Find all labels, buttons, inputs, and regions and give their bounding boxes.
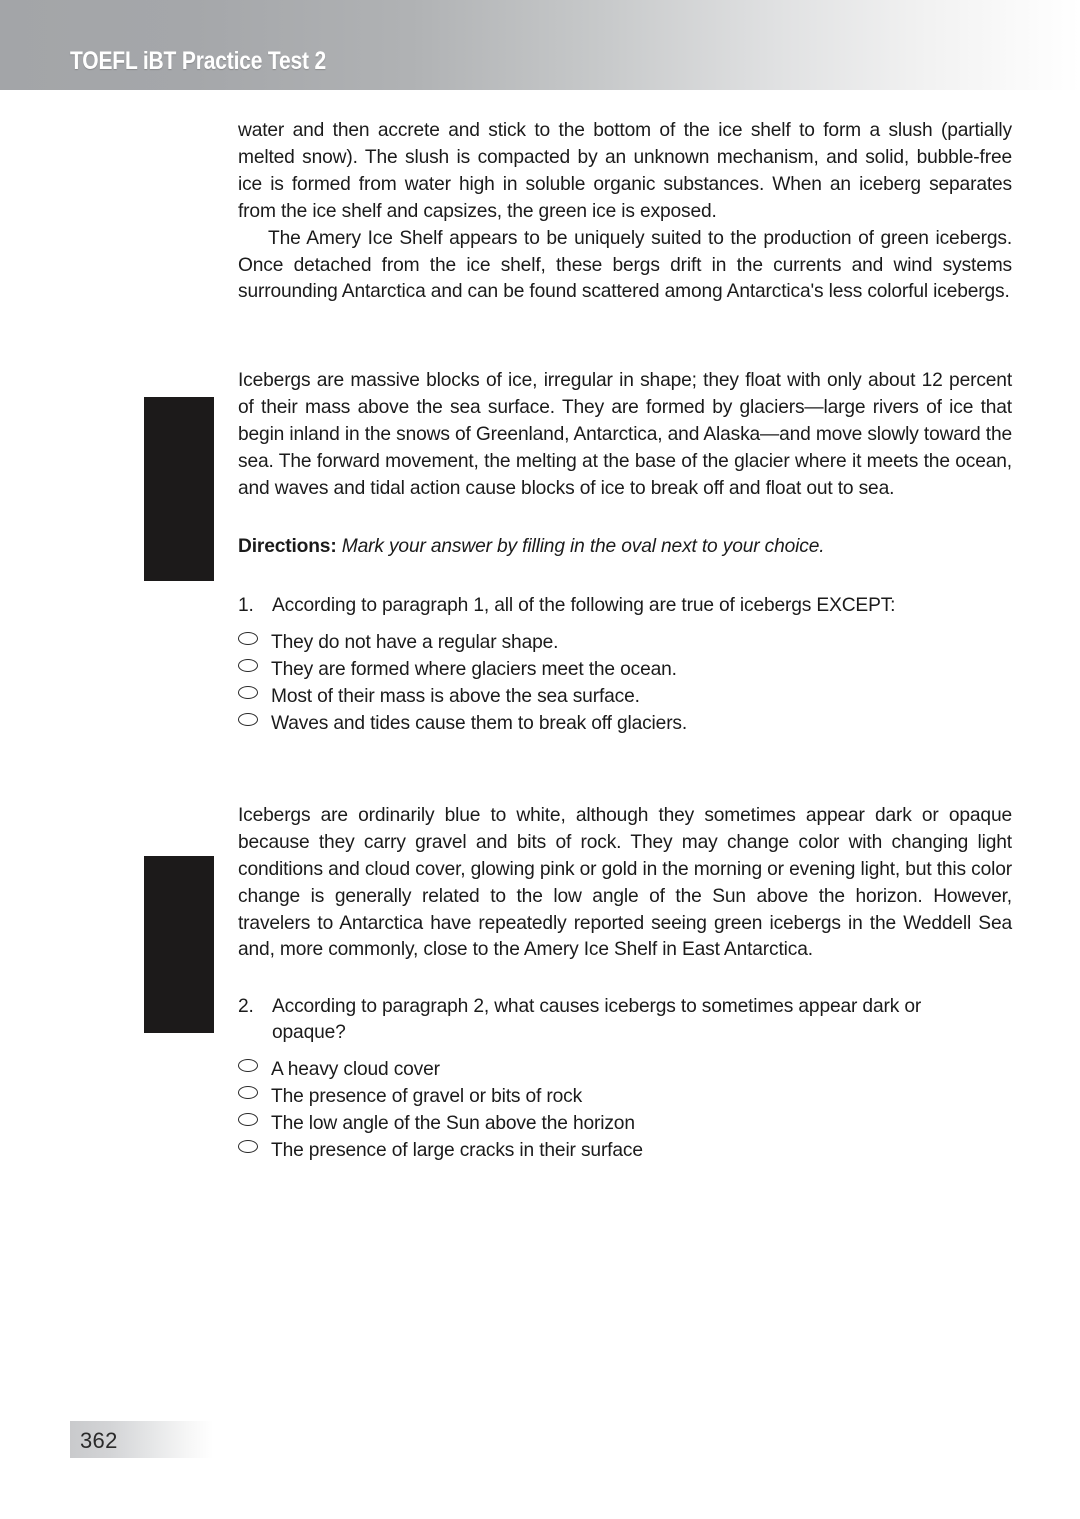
oval-icon[interactable] bbox=[238, 1113, 258, 1126]
passage-paragraph-continued: water and then accrete and stick to the bottom of the ice shelf to form a slush (partially melted snow). The slush is compacted by an unknown mechanism, and solid, bubble-free ice is formed from water high in soluble organic substances. When an iceberg separates from the ice shelf and capsizes, the green ice is exposed. bbox=[238, 120, 1012, 222]
paragraph-marker-block-2 bbox=[144, 856, 214, 1033]
section-spacer bbox=[238, 306, 1012, 368]
question-2 bbox=[238, 994, 1012, 1046]
choice-label: Most of their mass is above the sea surface. bbox=[271, 685, 640, 707]
page-header bbox=[0, 0, 1080, 90]
question-2-choices bbox=[238, 1056, 1012, 1164]
choice-option[interactable] bbox=[238, 629, 1012, 656]
question-1 bbox=[238, 593, 1012, 619]
choice-option[interactable] bbox=[238, 1110, 1012, 1137]
oval-icon[interactable] bbox=[238, 1086, 258, 1099]
choice-option[interactable] bbox=[238, 656, 1012, 683]
oval-icon[interactable] bbox=[238, 1140, 258, 1153]
choice-option[interactable] bbox=[238, 1056, 1012, 1083]
directions bbox=[238, 533, 1012, 560]
directions-instruction: Mark your answer by filling in the oval next to your choice. bbox=[341, 535, 825, 557]
paragraph-marker-block-1 bbox=[144, 397, 214, 581]
choice-option[interactable] bbox=[238, 710, 1012, 737]
oval-icon[interactable] bbox=[238, 686, 258, 699]
choice-option[interactable] bbox=[238, 1137, 1012, 1164]
choice-label: They do not have a regular shape. bbox=[271, 631, 559, 653]
passage-paragraph-1: Icebergs are massive blocks of ice, irregular in shape; they float with only about 12 percent of their mass above the sea surface. They are formed by glaciers—large rivers of ice that begin inland in the snows of Greenland, Antarctica, and Alaska—and move slowly toward the sea. The forward movement, the melting at the base of the glacier where it meets the ocean, and waves and tidal action cause blocks of ice to break off and float out to sea. bbox=[238, 370, 1012, 499]
choice-label: They are formed where glaciers meet the ocean. bbox=[271, 658, 677, 680]
passage-paragraph-2: Icebergs are ordinarily blue to white, although they sometimes appear dark or opaque because they carry gravel and bits of rock. They may change color with changing light conditions and cloud cover, glowing pink or gold in the morning or evening light, but this color change is generally related to the low angle of the Sun above the horizon. However, travelers to Antarctica have repeatedly reported seeing green icebergs in the Weddell Sea and, more commonly, close to the Amery Ice Shelf in East Antarctica. bbox=[238, 804, 1012, 961]
oval-icon[interactable] bbox=[238, 632, 258, 645]
question-1-stem: According to paragraph 1, all of the following are true of icebergs EXCEPT: bbox=[272, 594, 896, 616]
directions-label: Directions: bbox=[238, 535, 337, 557]
choice-option[interactable] bbox=[238, 1083, 1012, 1110]
question-2-stem: According to paragraph 2, what causes icebergs to sometimes appear dark or opaque? bbox=[272, 996, 922, 1044]
oval-icon[interactable] bbox=[238, 659, 258, 672]
reading-passage-column bbox=[238, 118, 1012, 1164]
choice-label: Waves and tides cause them to break off glaciers. bbox=[271, 712, 688, 734]
page-number: 362 bbox=[80, 1428, 118, 1453]
question-2-spacer bbox=[238, 964, 1012, 994]
oval-icon[interactable] bbox=[238, 713, 258, 726]
choice-label: The low angle of the Sun above the horizon bbox=[271, 1113, 635, 1135]
page-title: TOEFL iBT Practice Test 2 bbox=[70, 47, 327, 75]
page-footer-bar bbox=[70, 1421, 213, 1458]
directions-spacer bbox=[238, 503, 1012, 533]
passage-paragraph-amery: The Amery Ice Shelf appears to be uniquely suited to the production of green icebergs. Once detached from the ice shelf, these bergs drift in the currents and wind systems surrounding Antarctica and can be found scattered among Antarctica's less colorful icebergs. bbox=[238, 227, 1012, 303]
paragraph-2-spacer bbox=[238, 737, 1012, 803]
question-1-number: 1. bbox=[238, 594, 254, 616]
question-1-choices bbox=[238, 629, 1012, 737]
question-1-spacer bbox=[238, 560, 1012, 593]
oval-icon[interactable] bbox=[238, 1059, 258, 1072]
choice-label: A heavy cloud cover bbox=[271, 1059, 440, 1081]
choice-option[interactable] bbox=[238, 683, 1012, 710]
choice-label: The presence of large cracks in their surface bbox=[271, 1140, 643, 1162]
choice-label: The presence of gravel or bits of rock bbox=[271, 1086, 583, 1108]
question-2-number: 2. bbox=[238, 996, 254, 1018]
